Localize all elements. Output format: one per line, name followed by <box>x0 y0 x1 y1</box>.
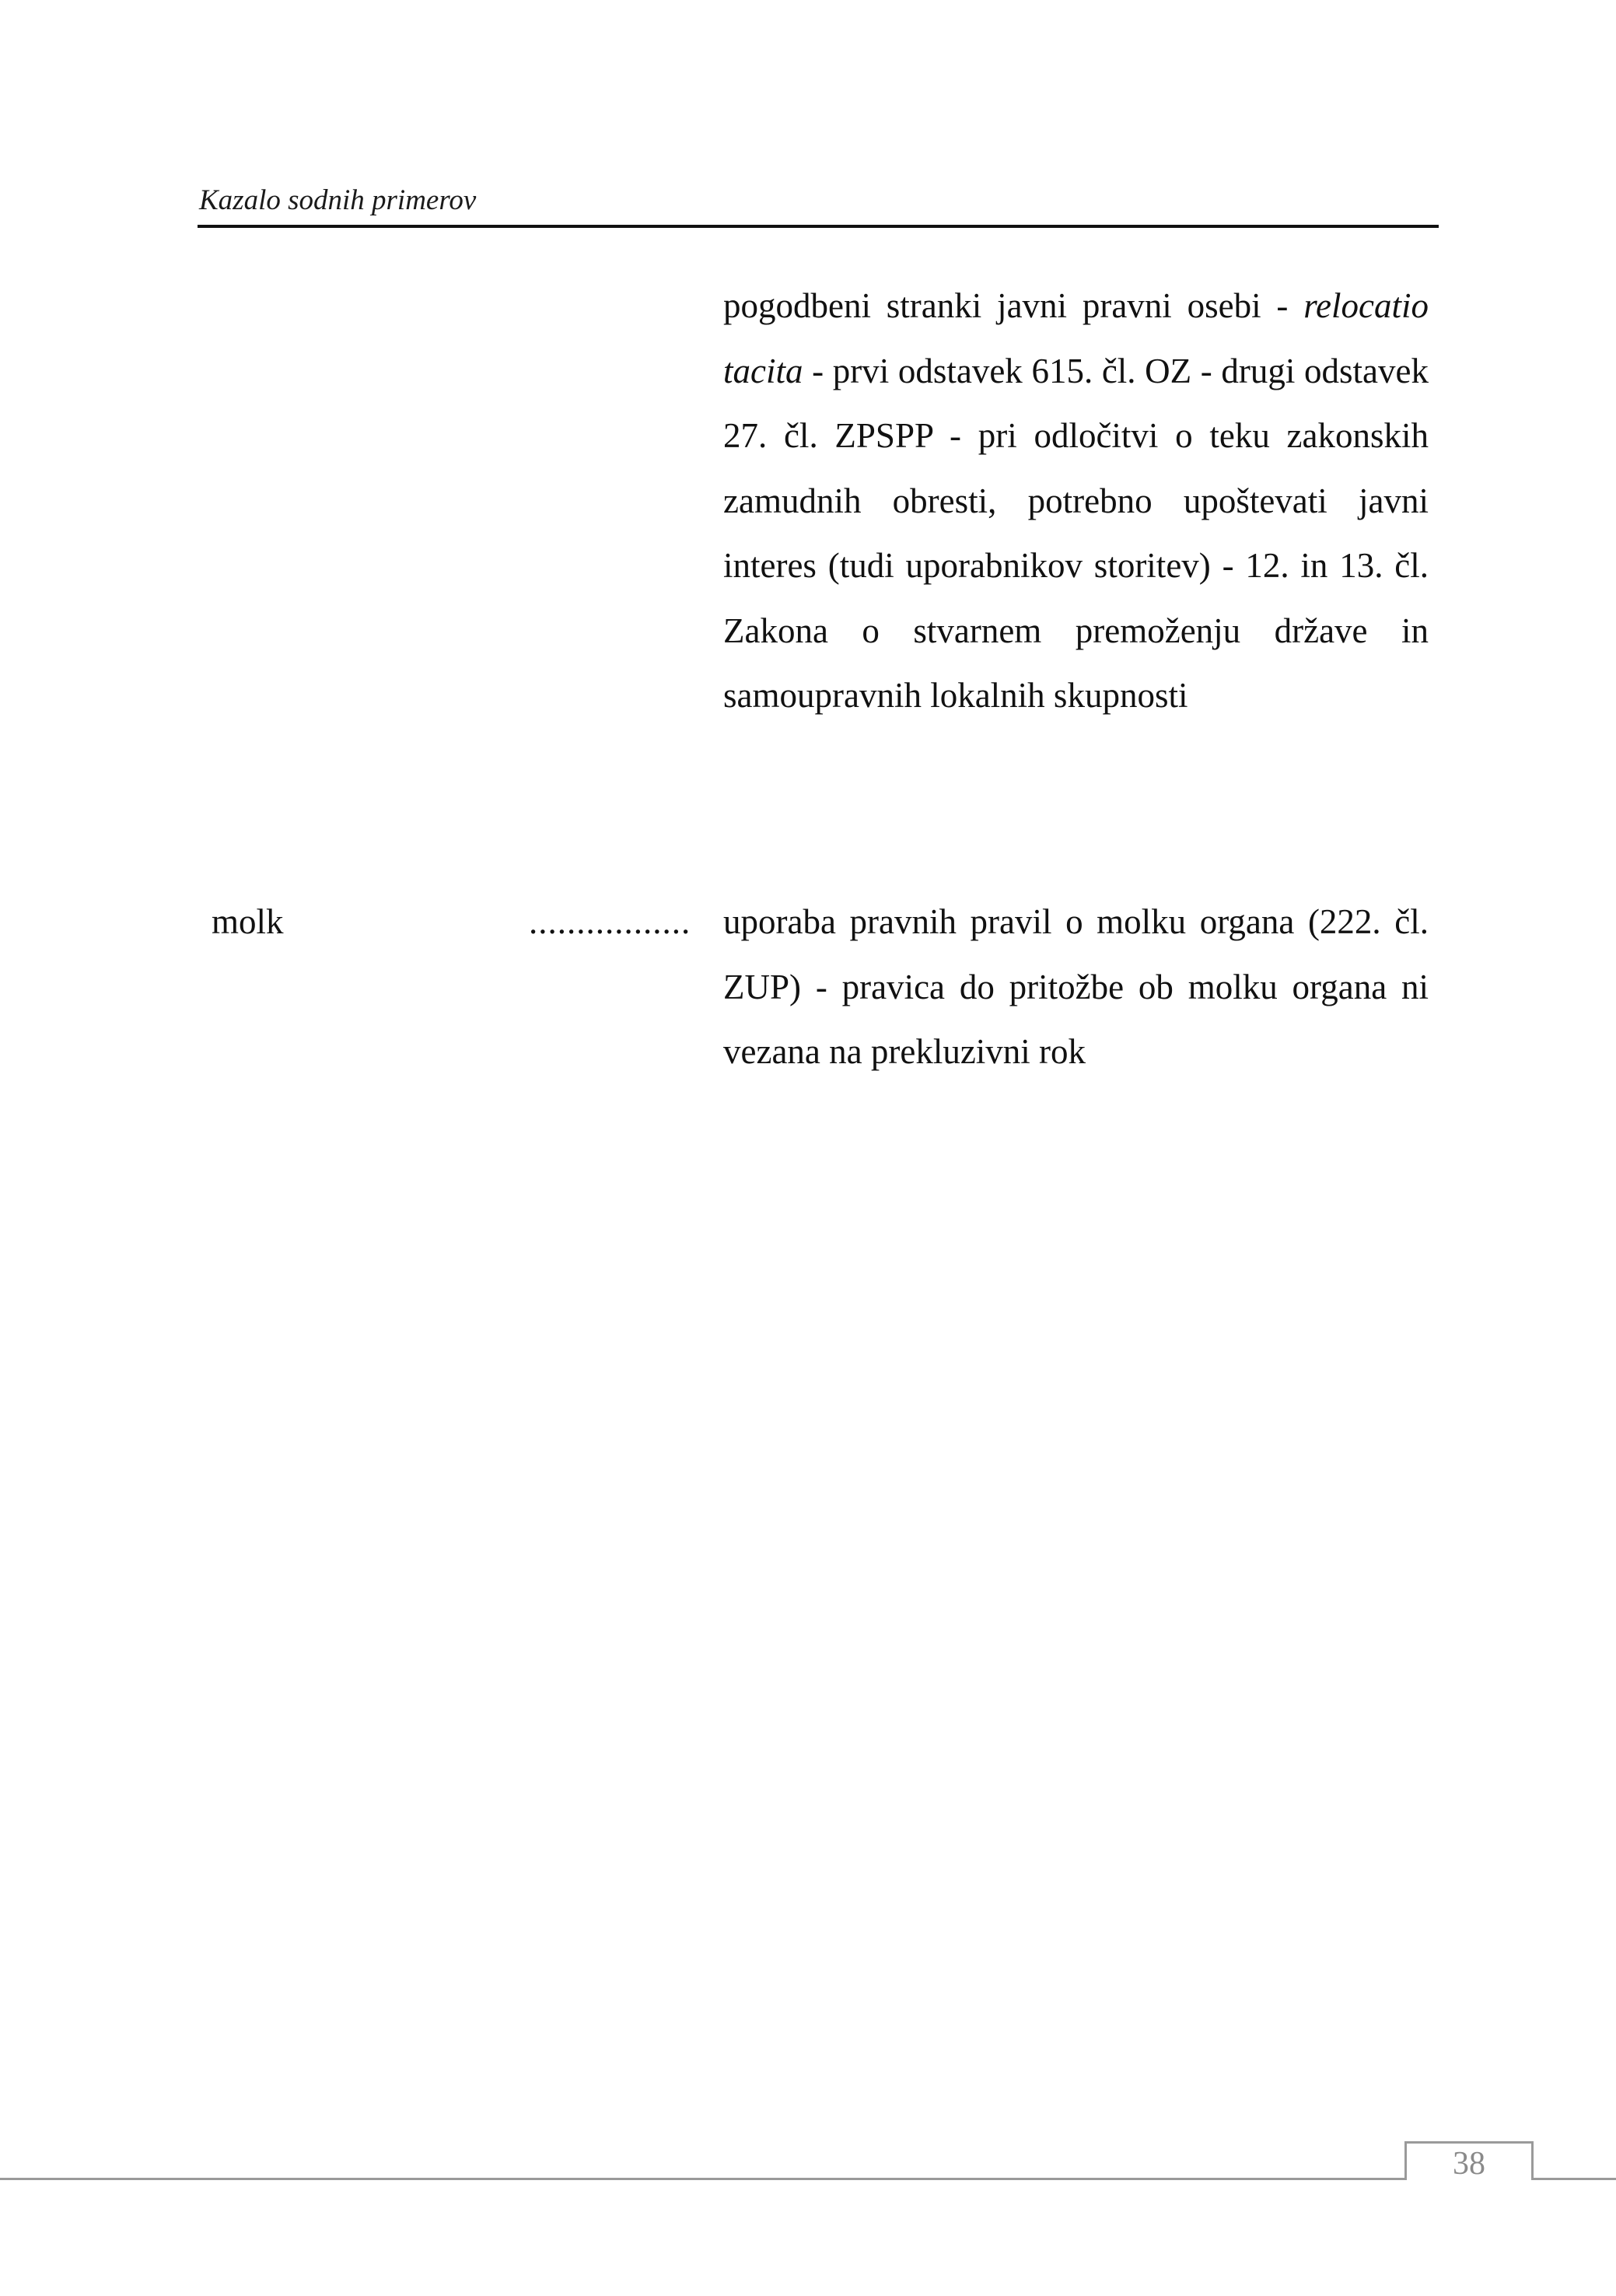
entry-text-segment: pogodbeni stranki javni pravni osebi - <box>723 286 1304 325</box>
footer-rule <box>1531 2178 1616 2180</box>
index-keyword: molk <box>212 902 284 941</box>
dot-leader: ................. <box>529 902 691 941</box>
header-divider <box>198 225 1439 228</box>
index-entry-text: uporaba pravnih pravil o molku organa (222. čl. ZUP) - pravica do pritožbe ob molku organa ni vezana na prekluzivni rok <box>723 902 1429 1071</box>
footer-rule <box>0 2178 1404 2180</box>
entry-text-segment: - prvi odstavek 615. čl. OZ - drugi odstavek 27. čl. ZPSPP - pri odločitvi o teku zakonskih zamudnih obresti, potrebno upoštevati javni interes (tudi uporabnikov storitev) - 12. in 13. čl. Zakona o stvarnem premoženju države in samoupravnih lokalnih skupnosti <box>723 351 1429 715</box>
running-header-title: Kazalo sodnih primerov <box>199 184 477 216</box>
page-number: 38 <box>1453 2146 1485 2182</box>
index-entry-text <box>723 274 1429 729</box>
entry-text-italic-term: relocatio tacita <box>723 286 1429 390</box>
